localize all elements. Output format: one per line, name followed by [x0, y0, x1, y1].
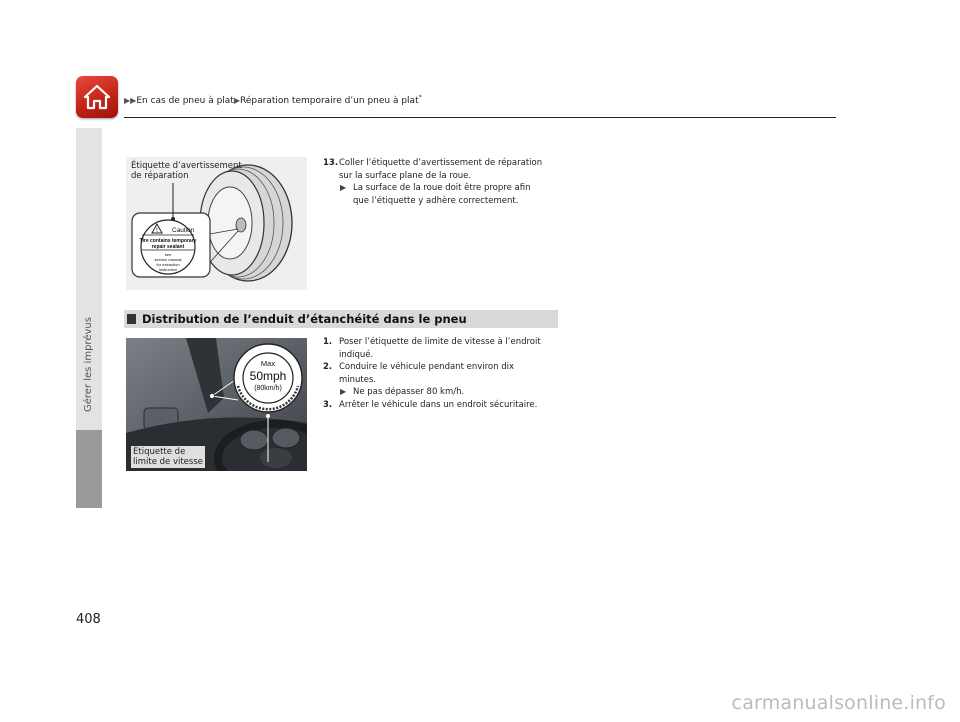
watermark-text: carmanualsonline.info	[731, 692, 946, 714]
step-text: minutes.	[339, 374, 377, 385]
svg-text:!: !	[155, 227, 159, 234]
sticker-line6: instruction	[158, 267, 178, 272]
breadcrumb-asterisk: *	[418, 94, 422, 101]
speed-sticker-mph: 50mph	[249, 369, 287, 383]
header-rule	[124, 117, 836, 118]
chapter-label[interactable]: Gérer les imprévus	[83, 317, 94, 412]
sticker-line5: for extraction	[156, 262, 180, 267]
note-text: La surface de la roue doit être propre afin	[353, 183, 531, 193]
step-text: sur la surface plane de la roue.	[339, 170, 472, 181]
step-number: 1.	[323, 337, 333, 347]
step-text: Poser l’étiquette de limite de vitesse à l’endroit	[339, 337, 541, 347]
figure2-label-line2: limite de vitesse	[133, 457, 203, 467]
sticker-line3: see	[164, 252, 172, 257]
breadcrumb	[124, 94, 422, 106]
step-text: Coller l’étiquette d’avertissement de réparation	[339, 158, 543, 168]
sticker-line1: Tire contains temporary	[139, 238, 197, 244]
step-3	[323, 399, 563, 412]
note-text: Ne pas dépasser 80 km/h.	[353, 387, 465, 397]
step-number: 2.	[323, 362, 333, 372]
step-number: 3.	[323, 399, 333, 410]
breadcrumb-arrow-icon: ▶	[233, 96, 240, 105]
steps-block	[323, 336, 563, 411]
figure1-label	[131, 161, 242, 181]
note-arrow-icon: ▶	[340, 183, 347, 192]
sticker-caution-text: Caution	[172, 227, 195, 234]
section-square-icon	[127, 314, 136, 324]
home-button[interactable]	[76, 76, 118, 118]
breadcrumb-current: Réparation temporaire d’un pneu à plat	[240, 96, 419, 106]
step-text: indiqué.	[339, 349, 374, 360]
home-icon	[82, 82, 112, 112]
figure-tire-label	[126, 157, 307, 290]
section-heading	[124, 310, 558, 328]
speed-sticker-max: Max	[260, 359, 276, 368]
step-text: Arrêter le véhicule dans un endroit sécuritaire.	[339, 399, 538, 410]
figure2-label-line1: Étiquette de	[133, 447, 186, 457]
speed-sticker-kmh: (80km/h)	[254, 385, 282, 392]
sticker-line4: service manual	[154, 257, 182, 262]
step-note	[339, 182, 563, 207]
figure1-label-line1: Étiquette d’avertissement	[131, 161, 242, 171]
figure-speed-label	[126, 338, 307, 471]
step-number: 13.	[323, 158, 339, 168]
figure1-label-line2: de réparation	[131, 171, 189, 181]
step-13-block	[323, 157, 563, 207]
section-title: Distribution de l’enduit d’étanchéité dans le pneu	[142, 312, 467, 326]
note-text: que l’étiquette y adhère correctement.	[353, 195, 519, 206]
page-number: 408	[76, 612, 101, 627]
step-1	[323, 336, 563, 361]
chapter-tab-marker	[76, 430, 102, 508]
breadcrumb-link-flat-tire[interactable]: En cas de pneu à plat	[136, 96, 234, 106]
breadcrumb-arrow-icon: ▶▶	[124, 96, 137, 105]
figure2-label	[131, 446, 205, 468]
note-arrow-icon: ▶	[340, 387, 347, 396]
step-note	[339, 386, 563, 399]
step-2	[323, 361, 563, 399]
sticker-line2: repair sealant	[151, 244, 185, 250]
step-text: Conduire le véhicule pendant environ dix	[339, 362, 514, 372]
